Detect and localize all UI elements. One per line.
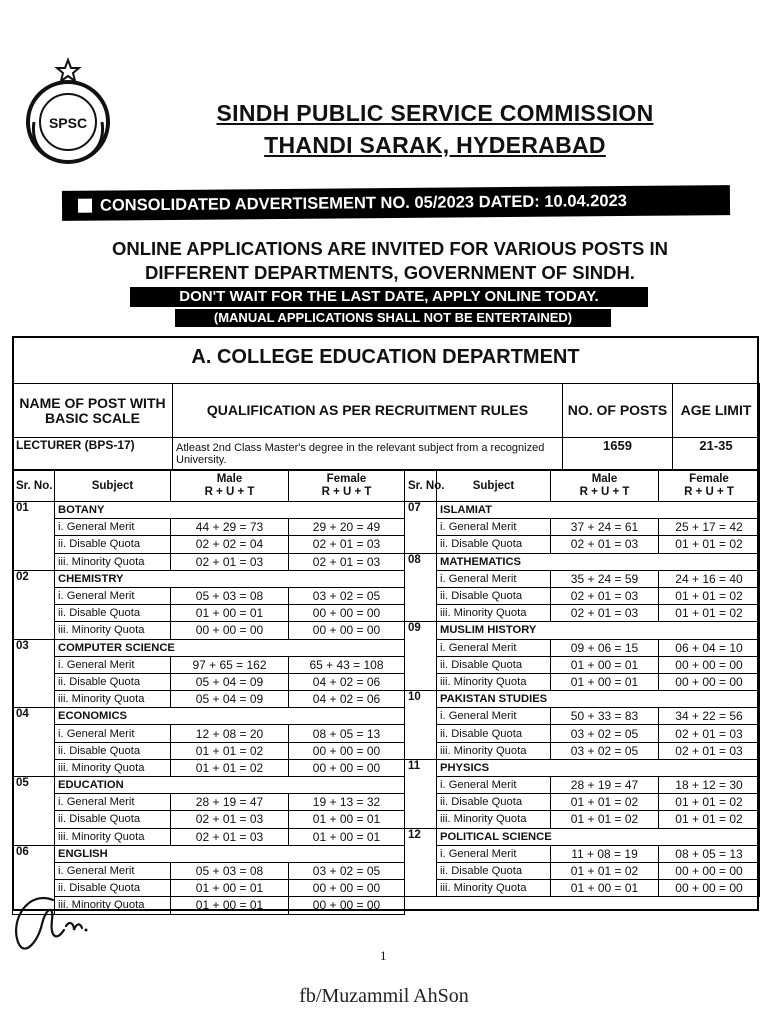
female-seats: 18 + 12 = 30 — [659, 777, 760, 794]
quota-row — [13, 673, 405, 690]
quota-row — [405, 639, 760, 656]
male-seats: 01 + 00 = 01 — [171, 897, 289, 914]
subject-header: Subject — [437, 471, 551, 502]
female-seats: 02 + 01 = 03 — [289, 536, 405, 553]
male-seats: 35 + 24 = 59 — [551, 570, 659, 587]
subject-name: CHEMISTRY — [55, 570, 405, 587]
subject-row — [405, 828, 760, 845]
quota-row — [13, 725, 405, 742]
commission-title: SINDH PUBLIC SERVICE COMMISSION — [216, 100, 654, 126]
male-seats: 28 + 19 = 47 — [551, 777, 659, 794]
female-seats: 01 + 01 = 02 — [659, 811, 760, 828]
seal-text: SPSC — [48, 115, 88, 131]
female-seats: 00 + 00 = 00 — [289, 622, 405, 639]
advertisement-banner — [62, 185, 730, 221]
subject-number: 11 — [405, 759, 437, 828]
female-seats: 29 + 20 = 49 — [289, 519, 405, 536]
female-header-formula: R + U + T — [321, 486, 372, 498]
quota-label: iii. Minority Quota — [437, 605, 551, 622]
female-seats: 03 + 02 = 05 — [289, 862, 405, 879]
quota-row — [405, 536, 760, 553]
male-seats: 05 + 04 = 09 — [171, 691, 289, 708]
male-seats: 37 + 24 = 61 — [551, 519, 659, 536]
quota-label: iii. Minority Quota — [437, 742, 551, 759]
post-name: LECTURER (BPS-17) — [13, 438, 173, 470]
male-seats: 01 + 00 = 01 — [171, 880, 289, 897]
male-seats: 02 + 01 = 03 — [171, 553, 289, 570]
quota-row — [405, 742, 760, 759]
female-seats: 00 + 00 = 00 — [289, 880, 405, 897]
male-seats: 05 + 03 = 08 — [171, 862, 289, 879]
subject-name: ISLAMIAT — [437, 502, 760, 519]
male-seats: 02 + 01 = 03 — [551, 605, 659, 622]
posts-count: 1659 — [563, 438, 673, 470]
male-seats: 01 + 01 = 02 — [551, 794, 659, 811]
subject-name: ECONOMICS — [55, 708, 405, 725]
quota-label: iii. Minority Quota — [55, 759, 171, 776]
female-seats: 24 + 16 = 40 — [659, 570, 760, 587]
female-header-label: Female — [326, 473, 367, 485]
male-seats: 05 + 04 = 09 — [171, 673, 289, 690]
quota-row — [13, 691, 405, 708]
female-seats: 01 + 00 = 01 — [289, 828, 405, 845]
quota-label: i. General Merit — [437, 845, 551, 862]
female-seats: 00 + 00 = 00 — [659, 656, 760, 673]
bullet-square-icon — [78, 199, 92, 213]
subject-number: 04 — [13, 708, 55, 777]
male-seats: 09 + 06 = 15 — [551, 639, 659, 656]
handwritten-signature — [8, 880, 98, 960]
footer-credit: fb/Muzammil AhSon — [299, 985, 469, 1007]
male-seats: 00 + 00 = 00 — [171, 622, 289, 639]
female-header — [659, 471, 760, 502]
male-header-formula: R + U + T — [579, 486, 630, 498]
male-seats: 01 + 01 = 02 — [171, 759, 289, 776]
subjects-table-left — [12, 470, 405, 915]
table-header-row — [13, 471, 405, 502]
quota-label: i. General Merit — [55, 862, 171, 879]
subject-number: 12 — [405, 828, 437, 897]
female-seats: 02 + 01 = 03 — [659, 725, 760, 742]
quota-row — [13, 536, 405, 553]
subject-row — [405, 553, 760, 570]
quota-row — [13, 811, 405, 828]
male-seats: 44 + 29 = 73 — [171, 519, 289, 536]
female-seats: 02 + 01 = 03 — [289, 553, 405, 570]
female-seats: 65 + 43 = 108 — [289, 656, 405, 673]
subject-row — [13, 639, 405, 656]
quota-label: i. General Merit — [55, 656, 171, 673]
male-seats: 01 + 00 = 01 — [551, 880, 659, 897]
sr-no-header: Sr. No. — [405, 471, 437, 502]
quota-label: ii. Disable Quota — [437, 725, 551, 742]
spsc-seal-logo — [20, 58, 116, 170]
subject-row — [405, 502, 760, 519]
quota-row — [405, 794, 760, 811]
quota-row — [13, 656, 405, 673]
male-header-label: Male — [591, 473, 618, 485]
page-number: 1 — [380, 948, 387, 963]
quota-row — [405, 605, 760, 622]
subject-row — [13, 845, 405, 862]
male-seats: 97 + 65 = 162 — [171, 656, 289, 673]
quota-row — [405, 725, 760, 742]
subject-row — [13, 570, 405, 587]
quota-label: ii. Disable Quota — [437, 656, 551, 673]
quota-label: i. General Merit — [437, 708, 551, 725]
subject-name: COMPUTER SCIENCE — [55, 639, 405, 656]
invitation-line-1: ONLINE APPLICATIONS ARE INVITED FOR VARIOUS POSTS IN — [111, 238, 669, 259]
quota-label: iii. Minority Quota — [55, 691, 171, 708]
quota-row — [13, 553, 405, 570]
female-seats: 00 + 00 = 00 — [289, 759, 405, 776]
subject-row — [13, 502, 405, 519]
male-seats: 03 + 02 = 05 — [551, 725, 659, 742]
quota-label: i. General Merit — [437, 777, 551, 794]
quota-row — [405, 862, 760, 879]
sr-no-header: Sr. No. — [13, 471, 55, 502]
quota-label: i. General Merit — [437, 519, 551, 536]
subject-number: 08 — [405, 553, 437, 622]
male-seats: 02 + 01 = 03 — [551, 536, 659, 553]
female-seats: 01 + 01 = 02 — [659, 605, 760, 622]
commission-address: THANDI SARAK, HYDERABAD — [264, 132, 606, 158]
quota-label: iii. Minority Quota — [437, 880, 551, 897]
quota-label: iii. Minority Quota — [437, 673, 551, 690]
male-seats: 01 + 01 = 02 — [171, 742, 289, 759]
subject-name: MUSLIM HISTORY — [437, 622, 760, 639]
quota-row — [13, 742, 405, 759]
manual-applications-note: (MANUAL APPLICATIONS SHALL NOT BE ENTERTAINED) — [175, 309, 611, 327]
subject-name: EDUCATION — [55, 777, 405, 794]
male-header — [551, 471, 659, 502]
quota-row — [13, 519, 405, 536]
female-seats: 00 + 00 = 00 — [289, 742, 405, 759]
quota-row — [405, 587, 760, 604]
subject-number: 10 — [405, 691, 437, 760]
quota-row — [13, 828, 405, 845]
department-title: A. COLLEGE EDUCATION DEPARTMENT — [191, 346, 580, 368]
male-seats: 01 + 00 = 01 — [171, 605, 289, 622]
quota-label: ii. Disable Quota — [55, 673, 171, 690]
quota-row — [405, 673, 760, 690]
female-seats: 01 + 01 = 02 — [659, 794, 760, 811]
female-seats: 19 + 13 = 32 — [289, 794, 405, 811]
post-summary-table — [12, 383, 760, 470]
quota-row — [405, 777, 760, 794]
quota-label: iii. Minority Quota — [437, 811, 551, 828]
quota-label: i. General Merit — [55, 725, 171, 742]
female-header-label: Female — [689, 473, 729, 485]
female-seats: 04 + 02 = 06 — [289, 691, 405, 708]
quota-row — [405, 656, 760, 673]
female-seats: 06 + 04 = 10 — [659, 639, 760, 656]
quota-row — [405, 708, 760, 725]
quota-label: i. General Merit — [437, 639, 551, 656]
quota-row — [405, 519, 760, 536]
female-header — [289, 471, 405, 502]
female-seats: 08 + 05 = 13 — [659, 845, 760, 862]
quota-label: iii. Minority Quota — [55, 897, 171, 914]
quota-row — [13, 862, 405, 879]
subject-row — [13, 777, 405, 794]
subject-header: Subject — [55, 471, 171, 502]
post-column-header: NAME OF POST WITH BASIC SCALE — [13, 384, 173, 438]
quota-row — [13, 605, 405, 622]
male-seats: 11 + 08 = 19 — [551, 845, 659, 862]
quota-label: ii. Disable Quota — [55, 880, 171, 897]
female-header-formula: R + U + T — [684, 486, 734, 498]
male-seats: 02 + 01 = 03 — [171, 828, 289, 845]
quota-label: i. General Merit — [55, 794, 171, 811]
invitation-line-2: DIFFERENT DEPARTMENTS, GOVERNMENT OF SINDH. — [145, 262, 635, 283]
male-seats: 02 + 02 = 04 — [171, 536, 289, 553]
subject-name: PAKISTAN STUDIES — [437, 691, 760, 708]
quota-row — [405, 880, 760, 897]
subject-name: POLITICAL SCIENCE — [437, 828, 760, 845]
quota-row — [13, 587, 405, 604]
male-seats: 05 + 03 = 08 — [171, 587, 289, 604]
subject-number: 07 — [405, 502, 437, 554]
subject-number: 03 — [13, 639, 55, 708]
qualification-text: Atleast 2nd Class Master's degree in the relevant subject from a recognized University. — [173, 438, 563, 470]
subject-name: BOTANY — [55, 502, 405, 519]
male-seats: 50 + 33 = 83 — [551, 708, 659, 725]
female-seats: 01 + 01 = 02 — [659, 587, 760, 604]
female-seats: 01 + 00 = 01 — [289, 811, 405, 828]
subject-number: 09 — [405, 622, 437, 691]
female-seats: 00 + 00 = 00 — [659, 880, 760, 897]
female-seats: 04 + 02 = 06 — [289, 673, 405, 690]
female-seats: 00 + 00 = 00 — [659, 673, 760, 690]
quota-label: iii. Minority Quota — [55, 553, 171, 570]
quota-label: iii. Minority Quota — [55, 828, 171, 845]
quota-row — [405, 570, 760, 587]
subject-name: PHYSICS — [437, 759, 760, 776]
male-header — [171, 471, 289, 502]
subjects-table-right — [404, 470, 760, 897]
female-seats: 25 + 17 = 42 — [659, 519, 760, 536]
table-header-row — [405, 471, 760, 502]
subject-number: 05 — [13, 777, 55, 846]
posts-column-header: NO. OF POSTS — [563, 384, 673, 438]
male-seats: 02 + 01 = 03 — [551, 587, 659, 604]
subject-row — [405, 691, 760, 708]
male-seats: 01 + 01 = 02 — [551, 811, 659, 828]
quota-label: ii. Disable Quota — [55, 536, 171, 553]
female-seats: 01 + 01 = 02 — [659, 536, 760, 553]
subject-row — [13, 708, 405, 725]
quota-row — [13, 622, 405, 639]
male-seats: 01 + 00 = 01 — [551, 673, 659, 690]
subject-row — [405, 759, 760, 776]
female-seats: 03 + 02 = 05 — [289, 587, 405, 604]
male-seats: 01 + 01 = 02 — [551, 862, 659, 879]
female-seats: 00 + 00 = 00 — [659, 862, 760, 879]
male-header-formula: R + U + T — [204, 486, 255, 498]
qualification-column-header: QUALIFICATION AS PER RECRUITMENT RULES — [173, 384, 563, 438]
quota-label: ii. Disable Quota — [437, 862, 551, 879]
quota-label: ii. Disable Quota — [437, 794, 551, 811]
male-seats: 03 + 02 = 05 — [551, 742, 659, 759]
male-seats: 12 + 08 = 20 — [171, 725, 289, 742]
subject-row — [405, 622, 760, 639]
subject-number: 02 — [13, 570, 55, 639]
quota-row — [13, 759, 405, 776]
quota-label: ii. Disable Quota — [437, 536, 551, 553]
quota-label: ii. Disable Quota — [55, 811, 171, 828]
male-seats: 01 + 00 = 01 — [551, 656, 659, 673]
quota-label: ii. Disable Quota — [437, 587, 551, 604]
quota-row — [13, 794, 405, 811]
female-seats: 34 + 22 = 56 — [659, 708, 760, 725]
male-seats: 02 + 01 = 03 — [171, 811, 289, 828]
age-limit: 21-35 — [673, 438, 760, 470]
quota-label: ii. Disable Quota — [55, 742, 171, 759]
advertisement-text: CONSOLIDATED ADVERTISEMENT NO. 05/2023 DATED: 10.04.2023 — [99, 191, 627, 215]
female-seats: 02 + 01 = 03 — [659, 742, 760, 759]
subject-name: MATHEMATICS — [437, 553, 760, 570]
quota-label: i. General Merit — [55, 519, 171, 536]
age-column-header: AGE LIMIT — [673, 384, 760, 438]
apply-online-banner: DON'T WAIT FOR THE LAST DATE, APPLY ONLINE TODAY. — [130, 287, 648, 307]
male-header-label: Male — [216, 473, 243, 485]
female-seats: 00 + 00 = 00 — [289, 897, 405, 914]
subject-number: 06 — [13, 845, 55, 914]
female-seats: 00 + 00 = 00 — [289, 605, 405, 622]
female-seats: 08 + 05 = 13 — [289, 725, 405, 742]
quota-label: iii. Minority Quota — [55, 622, 171, 639]
male-seats: 28 + 19 = 47 — [171, 794, 289, 811]
subject-name: ENGLISH — [55, 845, 405, 862]
subject-number: 01 — [13, 502, 55, 571]
quota-row — [405, 845, 760, 862]
quota-row — [405, 811, 760, 828]
quota-label: ii. Disable Quota — [55, 605, 171, 622]
quota-label: i. General Merit — [55, 587, 171, 604]
quota-label: i. General Merit — [437, 570, 551, 587]
